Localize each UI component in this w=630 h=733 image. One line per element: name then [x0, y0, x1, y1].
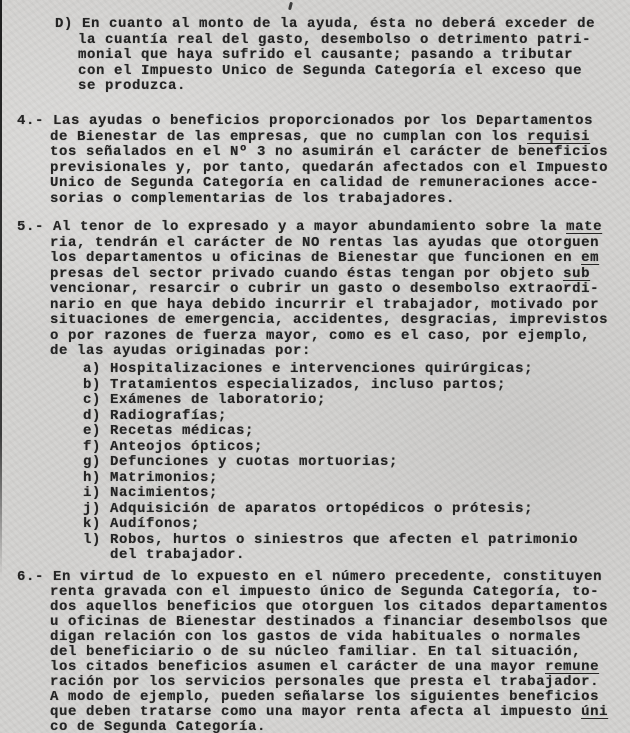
text-line: dos aquellos beneficios que otorguen los citados departamentos	[50, 599, 609, 615]
text-line: con el Impuesto Unico de Segunda Categoría el exceso que	[78, 62, 583, 79]
text-line: A modo de ejemplo, pueden señalarse los siguientes beneficios	[50, 689, 600, 705]
text-line: se produzca.	[78, 78, 187, 94]
text-line: la cuantía real del gasto, desembolso o detrimento patri-	[78, 31, 592, 48]
text-line: Unico de Segunda Categoría en calidad de remuneraciones acce-	[50, 175, 600, 192]
text-line: previsionales y, por tanto, quedarán afectados con el Impuesto	[50, 159, 609, 176]
text-line: los departamentos u oficinas de Bienestar que funcionen en em	[50, 250, 600, 266]
text-line: nario en que haya debido incurrir el trabajador, motivado por	[50, 296, 600, 313]
text-line: sorias o complementarias de los trabajadores.	[50, 190, 456, 207]
section-5-paragraph	[17, 220, 608, 360]
text-line: tos señalados en el Nº 3 no asumirán el carácter de beneficios	[50, 144, 609, 161]
text-line: ria, tendrán el carácter de NO rentas las ayudas que otorguen	[50, 234, 600, 251]
word-continuation-underline: sub	[563, 265, 591, 282]
word-continuation-underline: em	[581, 250, 600, 266]
text-line: l) Robos, hurtos o siniestros que afecten el patrimonio	[83, 531, 579, 548]
text-line: o por razones de fuerza mayor, como es el caso, por ejemplo,	[50, 327, 591, 344]
text-line: d) Radiografías;	[83, 407, 228, 424]
text-line: monial que haya sufrido el causante; pasando a tributar	[78, 47, 574, 63]
text-line: u oficinas de Bienestar destinados a financiar desembolsos que	[50, 614, 609, 630]
text-line: j) Adquisición de aparatos ortopédicos o prótesis;	[83, 500, 534, 517]
word-continuation-underline: remune	[545, 659, 600, 675]
text-line: k) Audífonos;	[83, 516, 201, 532]
text-line: a) Hospitalizaciones e intervenciones quirúrgicas;	[83, 361, 534, 377]
scan-ink-speck-artifact	[288, 2, 293, 10]
text-line: i) Nacimientos;	[83, 485, 219, 501]
section-4-paragraph	[17, 114, 608, 208]
text-line: de las ayudas originadas por:	[50, 343, 312, 359]
aid-benefit-list	[83, 362, 578, 564]
text-line: presas del sector privado cuando éstas tengan por objeto sub	[50, 265, 591, 282]
text-line: e) Recetas médicas;	[83, 423, 255, 439]
text-line: 6.- En virtud de lo expuesto en el número precedente, constituyen	[17, 569, 603, 585]
text-line: digan relación con los gastos de vida habituales o normales	[50, 629, 582, 645]
text-line: situaciones de emergencia, accidentes, desgracias, imprevistos	[50, 312, 609, 328]
text-line: h) Matrimonios;	[83, 469, 219, 486]
text-line: D) En cuanto al monto de la ayuda, ésta no deberá exceder de	[55, 16, 596, 32]
text-line: renta gravada con el impuesto único de Segunda Categoría, to-	[50, 584, 600, 600]
text-line: 5.- Al tenor de lo expresado y a mayor abundamiento sobre la mate	[17, 219, 603, 235]
text-line: vencionar, resarcir o cubrir un gasto o desembolso extraordi-	[50, 281, 600, 297]
text-line: g) Defunciones y cuotas mortuorias;	[83, 454, 399, 470]
text-line: b) Tratamientos especializados, incluso partos;	[83, 376, 507, 393]
text-line: del beneficiario o de su núcleo familiar. En tal situación,	[50, 644, 582, 660]
word-continuation-underline: requisi	[527, 128, 591, 145]
word-continuation-underline: mate	[566, 219, 603, 235]
text-line: c) Exámenes de laboratorio;	[83, 392, 327, 408]
section-6-paragraph	[17, 570, 608, 733]
text-line: los citados beneficios asumen el carácter de una mayor remune	[50, 659, 600, 675]
clause-d-paragraph	[55, 17, 595, 95]
text-line: del trabajador.	[110, 547, 246, 563]
text-line: f) Anteojos ópticos;	[83, 438, 264, 455]
word-continuation-underline: úni	[581, 704, 609, 720]
scan-left-edge-artifact	[0, 0, 2, 578]
text-line: 4.- Las ayudas o beneficios proporcionados por los Departamentos	[17, 113, 594, 129]
text-line: co de Segunda Categoría.	[50, 719, 267, 733]
text-line: ración por los servicios personales que presta el trabajador.	[50, 674, 600, 690]
text-line: que deben tratarse como una mayor renta afecta al impuesto úni	[50, 704, 609, 720]
text-line: de Bienestar de las empresas, que no cumplan con los requisi	[50, 128, 591, 145]
